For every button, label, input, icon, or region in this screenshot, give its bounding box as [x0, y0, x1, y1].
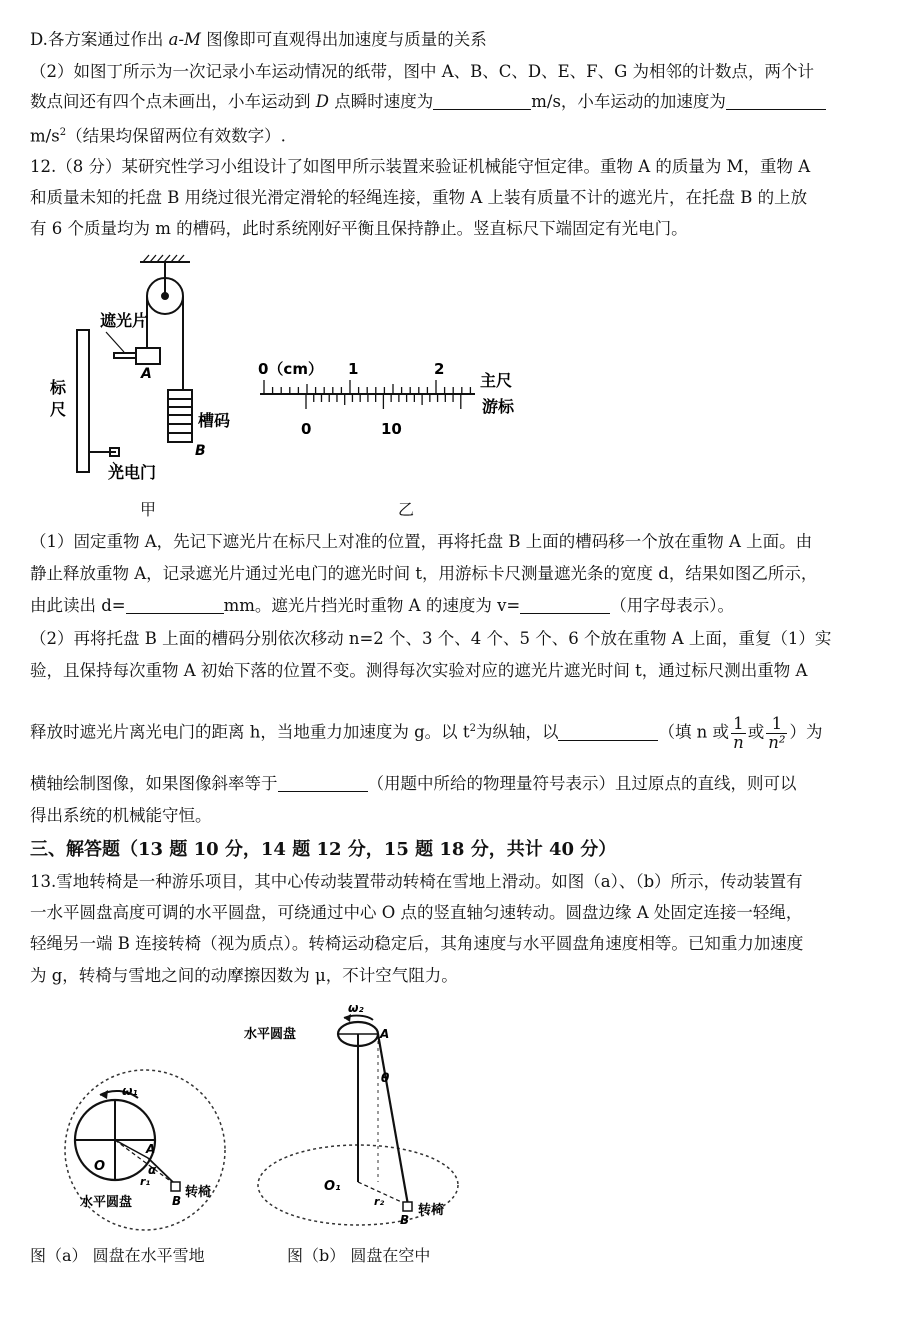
rotation-arrowhead [344, 1014, 351, 1022]
figure-b-caption: 图（b） 圆盘在空中 [287, 1246, 431, 1265]
label-o1: O₁ [324, 1179, 341, 1194]
option-d-variable: a-M [168, 30, 201, 49]
figure-yi-caption: 乙 [398, 500, 415, 519]
q12-part1-line3 [30, 594, 880, 618]
q12-text: 横轴绘制图像，如果图像斜率等于 [30, 774, 278, 793]
q12-text: （用字母表示）。 [610, 596, 734, 615]
answer-blank-d[interactable] [126, 597, 224, 614]
q12-text: 由此读出 d= [30, 596, 126, 615]
label-r2: r₂ [374, 1195, 385, 1208]
q12-text: 或 [747, 722, 765, 742]
q12-part2-line3 [30, 706, 880, 752]
figure-a-caption: 图（a） 圆盘在水平雪地 [30, 1246, 205, 1265]
q12-text: 释放时遮光片离光电门的距离 h，当地重力加速度为 g。以 t [30, 722, 470, 742]
fraction-1-over-n [731, 715, 746, 752]
vertical-ruler [77, 330, 89, 472]
q12-part2-line5: 得出系统的机械能守恒。 [30, 806, 212, 825]
vernier-label-10: 10 [381, 420, 402, 438]
label-omega2: ω₂ [348, 1001, 364, 1015]
q12-part2-line1: （2）再将托盘 B 上面的槽码分别依次移动 n=2 个、3 个、4 个、5 个、6 个放在重物 A 上面，重复（1）实 [30, 629, 832, 648]
q11-unit: m/s [30, 126, 60, 146]
pulley-axle [162, 293, 168, 299]
label-chair: 转椅 [185, 1185, 212, 1200]
q12-line2: 和质量未知的托盘 B 用绕过很光滑定滑轮的轻绳连接，重物 A 上装有质量不计的遮光片，在托盘 B 的上放 [30, 188, 808, 207]
option-d-suffix: 图像即可直观得出加速度与质量的关系 [200, 30, 487, 49]
vernier-scale-ticks [306, 394, 461, 409]
label-a: A [146, 1142, 156, 1156]
label-chair: 转椅 [418, 1203, 445, 1218]
q12-text: （填 n 或 [658, 722, 730, 742]
label-a: A [141, 366, 152, 382]
chair-b [171, 1182, 180, 1191]
answer-blank-velocity[interactable] [433, 93, 531, 110]
tray-weights [168, 390, 192, 442]
main-scale-name: 主尺 [480, 371, 513, 390]
label-weights: 槽码 [198, 411, 231, 430]
rotation-arrowhead [100, 1090, 108, 1099]
label-b: B [400, 1213, 410, 1227]
main-scale-ticks [264, 380, 470, 394]
answer-blank-slope[interactable] [278, 775, 368, 792]
label-shade: 遮光片 [100, 311, 149, 330]
answer-blank-acceleration[interactable] [726, 93, 826, 110]
frac-den: n [733, 732, 744, 752]
label-alpha: α [148, 1163, 157, 1177]
q13-line1: 13.雪地转椅是一种游乐项目，其中心传动装置带动转椅在雪地上滑动。如图（a）、（b）所示，传动装置有 [30, 872, 803, 891]
chair-b [403, 1202, 412, 1211]
q12-part1-line1: （1）固定重物 A，先记下遮光片在标尺上对准的位置，再将托盘 B 上面的槽码移一个放在重物 A 上面。由 [30, 532, 813, 551]
label-b: B [172, 1194, 182, 1208]
weight-a [136, 348, 160, 364]
frac-num: 1 [766, 715, 787, 734]
figure-jia-caption: 甲 [140, 500, 157, 519]
q11-text: 数点间还有四个点未画出，小车运动到 [30, 92, 316, 111]
q12-part2-line4 [30, 772, 880, 796]
q12-part2-line2: 验，且保持每次重物 A 初始下落的位置不变。测得每次实验对应的遮光片遮光时间 t，通过标尺测出重物 A [30, 661, 808, 680]
q11-text: m/s，小车运动的加速度为 [531, 92, 726, 111]
option-d-prefix: D.各方案通过作出 [30, 30, 169, 49]
label-disk: 水平圆盘 [80, 1195, 133, 1210]
q13-line3: 轻绳另一端 B 连接转椅（视为质点）。转椅运动稳定后，其角速度与水平圆盘角速度相等。已知重力加速度 [30, 934, 804, 953]
fraction-1-over-n2 [766, 715, 787, 752]
q11-part2-line3 [30, 121, 880, 149]
answer-blank-v[interactable] [520, 597, 610, 614]
label-o: O [94, 1159, 106, 1174]
q12-part1-line2: 静止释放重物 A，记录遮光片通过光电门的遮光时间 t，用游标卡尺测量遮光条的宽度 d，结果如图乙所示， [30, 564, 818, 583]
section-3-heading: 三、解答题（13 题 10 分，14 题 12 分，15 题 18 分，共计 40 分） [30, 839, 617, 860]
option-d [30, 28, 880, 52]
frac-den: n² [768, 732, 786, 752]
q11-text: 点瞬时速度为 [328, 92, 434, 111]
shading-plate [114, 353, 136, 358]
q12-text: ）为 [789, 722, 823, 742]
q12-line3: 有 6 个质量均为 m 的槽码，此时系统刚好平衡且保持静止。竖直标尺下端固定有光电门。 [30, 219, 688, 238]
q12-text: （用题中所给的物理量符号表示）且过原点的直线，则可以 [367, 774, 797, 793]
label-a: A [380, 1027, 390, 1041]
rope-ab [378, 1034, 408, 1205]
q12-sup: 2 [469, 723, 476, 734]
q13-line4: 为 g，转椅与雪地之间的动摩擦因数为 μ，不计空气阻力。 [30, 966, 458, 985]
q11-part2-line1: （2）如图丁所示为一次记录小车运动情况的纸带，图中 A、B、C、D、E、F、G 为相邻的计数点，两个计 [30, 62, 815, 81]
main-label-0: 0（cm） [258, 360, 323, 378]
label-ruler-2: 尺 [50, 400, 67, 419]
main-label-2: 2 [434, 360, 445, 378]
figure-yi-vernier [250, 350, 540, 445]
label-b: B [195, 443, 206, 459]
figure-a-disk-on-ground [30, 1040, 270, 1240]
label-r1: r₁ [140, 1175, 151, 1188]
shade-pointer [106, 332, 124, 352]
q11-point-d: D [315, 92, 329, 111]
frac-num: 1 [731, 715, 746, 734]
answer-blank-axis[interactable] [558, 724, 658, 741]
figure-jia-apparatus [40, 252, 240, 502]
q13-line2: 一水平圆盘高度可调的水平圆盘，可绕通过中心 O 点的竖直轴匀速转动。圆盘边缘 A 处固定连接一轻绳， [30, 903, 803, 922]
q11-unit-sup: 2 [59, 127, 67, 138]
ceiling-hatch [143, 255, 184, 262]
q12-line1: 12.（8 分）某研究性学习小组设计了如图甲所示装置来验证机械能守恒定律。重物 A 的质量为 M，重物 A [30, 157, 811, 176]
label-disk: 水平圆盘 [244, 1027, 297, 1042]
label-theta: θ [381, 1071, 390, 1085]
q12-text: mm。遮光片挡光时重物 A 的速度为 v= [223, 596, 521, 615]
vernier-label-0: 0 [301, 420, 312, 438]
label-omega1: ω₁ [122, 1084, 138, 1098]
label-photogate: 光电门 [108, 463, 157, 482]
vernier-scale-name: 游标 [482, 397, 515, 416]
label-ruler-1: 标 [50, 378, 67, 397]
figure-b-disk-in-air [240, 1000, 480, 1240]
q11-note: （结果均保留两位有效数字）. [66, 126, 286, 146]
q12-text: 为纵轴，以 [475, 722, 559, 742]
q11-part2-line2 [30, 90, 880, 114]
main-label-1: 1 [348, 360, 359, 378]
radius-oa [115, 1140, 148, 1158]
